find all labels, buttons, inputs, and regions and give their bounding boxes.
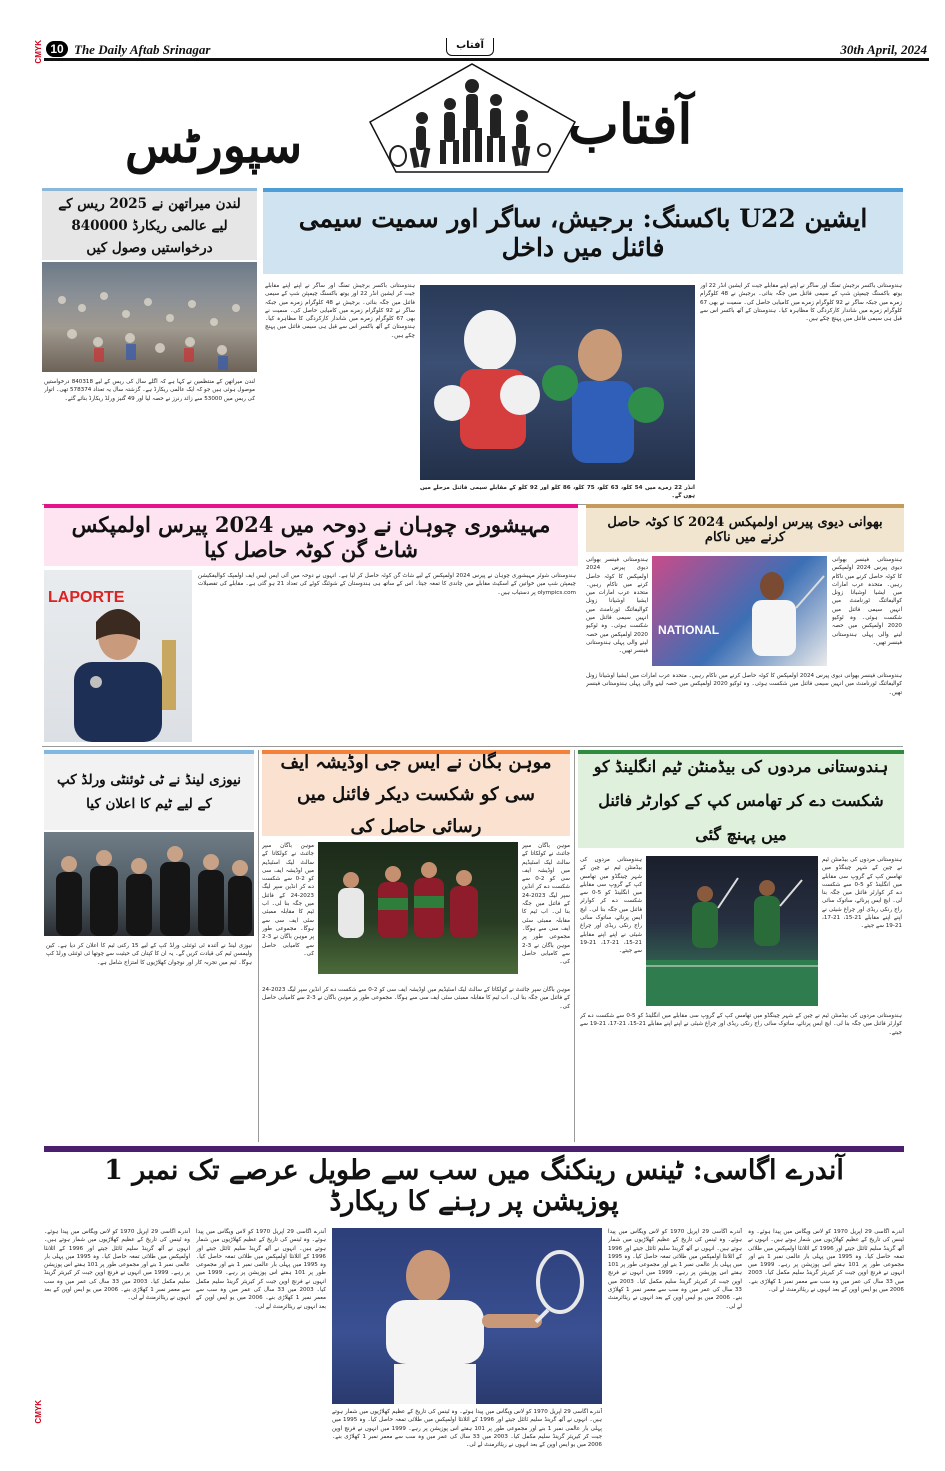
nz-headline-box	[44, 750, 254, 830]
tennis-player-icon	[332, 1228, 602, 1404]
nz-team-photo	[44, 832, 254, 936]
agassi-headline-box	[44, 1146, 904, 1220]
fencer-icon	[652, 556, 827, 666]
marathon-headline-box	[42, 188, 257, 260]
mini-logo: آفتاب	[446, 38, 494, 56]
page-number: 10	[46, 41, 68, 57]
football-headline: موہن بگان نے ایس جی اوڈیشہ ایف سی کو شکست دیکر فائنل میں رسائی حاصل کی	[280, 752, 552, 837]
cmyk-mark-top: CMYK	[34, 40, 43, 64]
cmyk-mark-bottom: CMYK	[34, 1400, 43, 1424]
svg-text:NATIONAL: NATIONAL	[658, 623, 720, 637]
boxing-headline: ایشین U22 باکسنگ: برجیش، ساگر اور سمیت سیمی فائنل میں داخل	[298, 204, 868, 262]
boxing-body-right: ہندوستانی باکسر برجیش تمنگ اور ساگر نے اپنے اپنے مقابلے جیت کر ایشین انڈر 22 اور یوتھ باکسنگ چیمپئن شپ کے سیمی فائنل میں جگہ بنائی۔ برجیش نے 48 کلوگرام زمرے میں جبکہ ساگر نے 92 کلوگرام زمرے میں کامیابی حاصل کی۔ سمیت نے بھی 67 کلوگرام زمرے میں شاندار کارکردگی کا مظاہرہ کیا۔ ہندوستان کے آٹھ باکسر اس سے قبل ہی سیمی فائنل میں پہنچ چکے ہیں۔	[700, 283, 902, 323]
agassi-body-col2: آندرے اگاسی 29 اپریل 1970 کو لاس ویگاس میں پیدا ہوئے۔ وہ ٹینس کی تاریخ کے عظیم کھلاڑیوں میں شمار ہوتے ہیں۔ انہوں نے آٹھ گرینڈ سلیم ٹائٹل جیتے اور 1996 کے اٹلانٹا اولمپکس میں طلائی تمغہ حاصل کیا۔ وہ 1995 میں پہلی بار عالمی نمبر 1 بنے اور مجموعی طور پر 101 ہفتے اس پوزیشن پر رہے۔ 1999 میں انہوں نے فرنچ اوپن جیت کر کیریئر گرینڈ سلیم مکمل کیا۔ 2003 میں 33 سال کی عمر میں وہ سب سے معمر نمبر 1 کھلاڑی بنے۔ 2006 میں یو ایس اوپن کے بعد انہوں نے ریٹائرمنٹ لے لی۔	[196, 1229, 326, 1310]
shooting-headline: مہیشوری چوہان نے دوحہ میں 2024 پیرس اولمپکس شاٹ گن کوٹہ حاصل کیا	[71, 512, 551, 562]
nz-body: نیوزی لینڈ نے آئندہ ٹی ٹوئنٹی ورلڈ کپ کے لیے 15 رکنی ٹیم کا اعلان کر دیا ہے۔ کین ولیمسن ٹیم کی قیادت کریں گے۔ یہ ان کا کپتان کی حیثیت سے چوتھا ٹی ٹوئنٹی ورلڈ کپ ہوگا۔ ٹیم میں تجربہ کار اور نوجوان کھلاڑیوں کا امتزاج شامل ہے۔	[46, 943, 252, 966]
agassi-body-col3: آندرے اگاسی 29 اپریل 1970 کو لاس ویگاس میں پیدا ہوئے۔ وہ ٹینس کی تاریخ کے عظیم کھلاڑیوں میں شمار ہوتے ہیں۔ انہوں نے آٹھ گرینڈ سلیم ٹائٹل جیتے اور 1996 کے اٹلانٹا اولمپکس میں طلائی تمغہ حاصل کیا۔ وہ 1995 میں پہلی بار عالمی نمبر 1 بنے اور مجموعی طور پر 101 ہفتے اس پوزیشن پر رہے۔ 1999 میں انہوں نے فرنچ اوپن جیت کر کیریئر گرینڈ سلیم مکمل کیا۔ 2003 میں 33 سال کی عمر میں وہ سب سے معمر نمبر 1 کھلاڑی بنے۔ 2006 میں یو ایس اوپن کے بعد انہوں نے ریٹائرمنٹ لے لی۔	[608, 1229, 742, 1310]
agassi-photo	[332, 1228, 602, 1404]
boxing-body-left: ہندوستانی باکسر برجیش تمنگ اور ساگر نے اپنے اپنے مقابلے جیت کر ایشین انڈر 22 اور یوتھ باکسنگ چیمپئن شپ کے سیمی فائنل میں جگہ بنائی۔ برجیش نے 48 کلوگرام زمرے میں جبکہ ساگر نے 92 کلوگرام زمرے میں کامیابی حاصل کی۔ سمیت نے بھی 67 کلوگرام زمرے میں شاندار کارکردگی کا مظاہرہ کیا۔ ہندوستان کے آٹھ باکسر اس سے قبل ہی سیمی فائنل میں پہنچ چکے ہیں۔	[265, 283, 415, 339]
badminton-photo	[646, 856, 818, 1006]
fencing-headline-box	[586, 504, 904, 552]
badminton-body-bottom: ہندوستانی مردوں کی بیڈمنٹن ٹیم نے چین کے شہر چینگڈو میں تھامس کپ کے گروپ سی مقابلے میں انگلینڈ کو 5-0 سے شکست دے کر کوارٹر فائنل میں جگہ بنا لی۔ ایچ ایس پرنائے، ساتوک سائی راج رنکی ریڈی اور چراغ شیٹی نے اپنے اپنے مقابلے 21-15، 21-17، 21-19 سے جیتے۔	[580, 1013, 902, 1036]
boxing-photo	[420, 285, 695, 480]
svg-text:LAPORTE: LAPORTE	[48, 589, 125, 606]
nz-headline: نیوزی لینڈ نے ٹی ٹوئنٹی ورلڈ کپ کے لیے ٹیم کا اعلان کیا	[57, 772, 241, 812]
masthead-aftab-word: آفتاب	[568, 92, 693, 156]
football-photo	[318, 842, 518, 974]
shooting-photo	[44, 570, 192, 742]
divider-col-1	[258, 750, 259, 1142]
marathon-headline: لندن میراتھن نے 2025 ریس کے لیے عالمی ریکارڈ 840000 درخواستیں وصول کیں	[58, 195, 241, 256]
football-body-bottom: موہن باگان سپر جائنٹ نے کولکاتا کے سالٹ لیک اسٹیڈیم میں اوڈیشہ ایف سی کو 2-0 سے شکست دے کر انڈین سپر لیگ 2023-24 کے فائنل میں جگہ بنا لی۔ اب ٹیم کا مقابلہ ممبئی سٹی ایف سی سے ہوگا۔ مجموعی طور پر موہن باگان نے 3-2 سے کامیابی حاصل کی۔	[262, 987, 570, 1010]
football-headline-box	[262, 750, 570, 836]
fencing-body-bottom: ہندوستانی فینسر بھوانی دیوی پیرس 2024 اولمپکس کا کوٹہ حاصل کرنے میں ناکام رہیں۔ متحدہ عرب امارات میں ایشیا اوشیانا زونل کوالیفائنگ ٹورنامنٹ میں انہیں سیمی فائنل میں شکست ہوئی۔ وہ ٹوکیو 2020 اولمپکس میں حصہ لینے والی پہلی ہندوستانی فینسر تھیں۔	[586, 673, 902, 696]
football-celebration-icon	[318, 842, 518, 974]
badminton-body-right: ہندوستانی مردوں کی بیڈمنٹن ٹیم نے چین کے شہر چینگڈو میں تھامس کپ کے گروپ سی مقابلے میں انگلینڈ کو 5-0 سے شکست دے کر کوارٹر فائنل میں جگہ بنا لی۔ ایچ ایس پرنائے، ساتوک سائی راج رنکی ریڈی اور چراغ شیٹی نے اپنے اپنے مقابلے 21-15، 21-17، 21-19 سے جیتے۔	[822, 857, 902, 930]
boxing-photo-caption: انڈر 22 زمرے میں 54 کلو، 63 کلو، 75 کلو، 86 کلو اور 92 کلو کے مقابلے سیمی فائنل مرحلے میں ہوں گے۔	[420, 485, 695, 500]
masthead-sports-word: سپورٹس	[125, 118, 303, 174]
shooting-headline-box	[44, 504, 578, 566]
divider-col-2	[574, 750, 575, 1142]
boxing-headline-box	[263, 188, 903, 274]
agassi-headline: آندرے اگاسی: ٹینس رینکنگ میں سب سے طویل عرصے تک نمبر 1 پوزیشن پر رہنے کا ریکارڈ	[104, 1155, 844, 1217]
football-body-top: موہن باگان سپر جائنٹ نے کولکاتا کے سالٹ لیک اسٹیڈیم میں اوڈیشہ ایف سی کو 2-0 سے شکست دے کر انڈین سپر لیگ 2023-24 کے فائنل میں جگہ بنا لی۔ اب ٹیم کا مقابلہ ممبئی سٹی ایف سی سے ہوگا۔ مجموعی طور پر موہن باگان نے 3-2 سے کامیابی حاصل کی۔	[262, 843, 314, 957]
issue-date: 30th April, 2024	[840, 42, 927, 57]
shooting-body: ہندوستانی شوٹر مہیشوری چوہان نے پیرس 2024 اولمپکس کے لیے شاٹ گن کوٹہ حاصل کر لیا ہے۔ انہوں نے دوحہ میں آئی ایس ایس ایف اولمپک کوالیفکیشن چیمپئن شپ میں خواتین کے اسکیٹ مقابلے میں چاندی کا تمغہ جیتا۔ اس کے ساتھ ہی ہندوستان کے شوٹنگ کوٹے کی تعداد 21 ہو گئی ہے۔ مقابلے کی تفصیلات olympics.com پر دستیاب ہیں۔	[198, 573, 576, 596]
badminton-headline: ہندوستانی مردوں کی بیڈمنٹن ٹیم انگلینڈ کو شکست دے کر تھامس کپ کے کوارٹر فائنل میں پہنچ گئی	[593, 757, 889, 844]
marathon-body: لندن میراتھن کے منتظمین نے کہا ہے کہ اگلے سال کی ریس کے لیے 840318 درخواستیں موصول ہوئی ہیں جو کہ ایک عالمی ریکارڈ ہے۔ گزشتہ سال یہ تعداد 578374 تھی۔ اتوار کی ریس میں 53000 سے زائد رنرز نے حصہ لیا اور 49 گنیز ورلڈ ریکارڈ بنائے گئے۔	[44, 379, 255, 402]
fencing-photo	[652, 556, 827, 666]
badminton-headline-box	[578, 750, 904, 848]
cricket-players-icon	[44, 832, 254, 936]
badminton-body-left: ہندوستانی مردوں کی بیڈمنٹن ٹیم نے چین کے شہر چینگڈو میں تھامس کپ کے گروپ سی مقابلے میں انگلینڈ کو 5-0 سے شکست دے کر کوارٹر فائنل میں جگہ بنا لی۔ ایچ ایس پرنائے، ساتوک سائی راج رنکی ریڈی اور چراغ شیٹی نے اپنے اپنے مقابلے 21-15، 21-17، 21-19 سے جیتے۔	[580, 857, 642, 955]
agassi-photo-caption: آندرے اگاسی 29 اپریل 1970 کو لاس ویگاس میں پیدا ہوئے۔ وہ ٹینس کی تاریخ کے عظیم کھلاڑیوں میں شمار ہوتے ہیں۔ انہوں نے آٹھ گرینڈ سلیم ٹائٹل جیتے اور 1996 کے اٹلانٹا اولمپکس میں طلائی تمغہ حاصل کیا۔ وہ 1995 میں پہلی بار عالمی نمبر 1 بنے اور مجموعی طور پر 101 ہفتے اس پوزیشن پر رہے۔ 1999 میں انہوں نے فرنچ اوپن جیت کر کیریئر گرینڈ سلیم مکمل کیا۔ 2003 میں 33 سال کی عمر میں وہ سب سے معمر نمبر 1 کھلاڑی بنے۔ 2006 میں یو ایس اوپن کے بعد انہوں نے ریٹائرمنٹ لے لی۔	[332, 1409, 602, 1449]
fencing-headline: بھوانی دیوی پیرس اولمپکس 2024 کا کوٹہ حاصل کرنے میں ناکام	[607, 515, 883, 545]
agassi-body-col1: آندرے اگاسی 29 اپریل 1970 کو لاس ویگاس میں پیدا ہوئے۔ وہ ٹینس کی تاریخ کے عظیم کھلاڑیوں میں شمار ہوتے ہیں۔ انہوں نے آٹھ گرینڈ سلیم ٹائٹل جیتے اور 1996 کے اٹلانٹا اولمپکس میں طلائی تمغہ حاصل کیا۔ وہ 1995 میں پہلی بار عالمی نمبر 1 بنے اور مجموعی طور پر 101 ہفتے اس پوزیشن پر رہے۔ 1999 میں انہوں نے فرنچ اوپن جیت کر کیریئر گرینڈ سلیم مکمل کیا۔ 2003 میں 33 سال کی عمر میں وہ سب سے معمر نمبر 1 کھلاڑی بنے۔ 2006 میں یو ایس اوپن کے بعد انہوں نے ریٹائرمنٹ لے لی۔	[44, 1229, 190, 1302]
shooter-medal-icon	[44, 570, 192, 742]
fencing-body-right: ہندوستانی فینسر بھوانی دیوی پیرس 2024 اولمپکس کا کوٹہ حاصل کرنے میں ناکام رہیں۔ متحدہ عرب امارات میں ایشیا اوشیانا زونل کوالیفائنگ ٹورنامنٹ میں انہیں سیمی فائنل میں شکست ہوئی۔ وہ ٹوکیو 2020 اولمپکس میں حصہ لینے والی پہلی ہندوستانی فینسر تھیں۔	[832, 557, 902, 646]
marathon-photo	[42, 262, 257, 372]
masthead-sports-figures-icon	[360, 60, 585, 180]
agassi-body-col4: آندرے اگاسی 29 اپریل 1970 کو لاس ویگاس میں پیدا ہوئے۔ وہ ٹینس کی تاریخ کے عظیم کھلاڑیوں میں شمار ہوتے ہیں۔ انہوں نے آٹھ گرینڈ سلیم ٹائٹل جیتے اور 1996 کے اٹلانٹا اولمپکس میں طلائی تمغہ حاصل کیا۔ وہ 1995 میں پہلی بار عالمی نمبر 1 بنے اور مجموعی طور پر 101 ہفتے اس پوزیشن پر رہے۔ 1999 میں انہوں نے فرنچ اوپن جیت کر کیریئر گرینڈ سلیم مکمل کیا۔ 2003 میں 33 سال کی عمر میں وہ سب سے معمر نمبر 1 کھلاڑی بنے۔ 2006 میں یو ایس اوپن کے بعد انہوں نے ریٹائرمنٹ لے لی۔	[748, 1229, 904, 1294]
paper-name: The Daily Aftab Srinagar	[74, 42, 211, 57]
runners-crowd-icon	[42, 262, 257, 372]
boxers-icon	[420, 285, 695, 480]
badminton-players-icon	[646, 856, 818, 1006]
football-body-right: موہن باگان سپر جائنٹ نے کولکاتا کے سالٹ لیک اسٹیڈیم میں اوڈیشہ ایف سی کو 2-0 سے شکست دے کر انڈین سپر لیگ 2023-24 کے فائنل میں جگہ بنا لی۔ اب ٹیم کا مقابلہ ممبئی سٹی ایف سی سے ہوگا۔ مجموعی طور پر موہن باگان نے 3-2 سے کامیابی حاصل کی۔	[522, 843, 570, 966]
fencing-body-left: ہندوستانی فینسر بھوانی دیوی پیرس 2024 اولمپکس کا کوٹہ حاصل کرنے میں ناکام رہیں۔ متحدہ عرب امارات میں ایشیا اوشیانا زونل کوالیفائنگ ٹورنامنٹ میں انہیں سیمی فائنل میں شکست ہوئی۔ وہ ٹوکیو 2020 اولمپکس میں حصہ لینے والی پہلی ہندوستانی فینسر تھیں۔	[586, 557, 648, 655]
